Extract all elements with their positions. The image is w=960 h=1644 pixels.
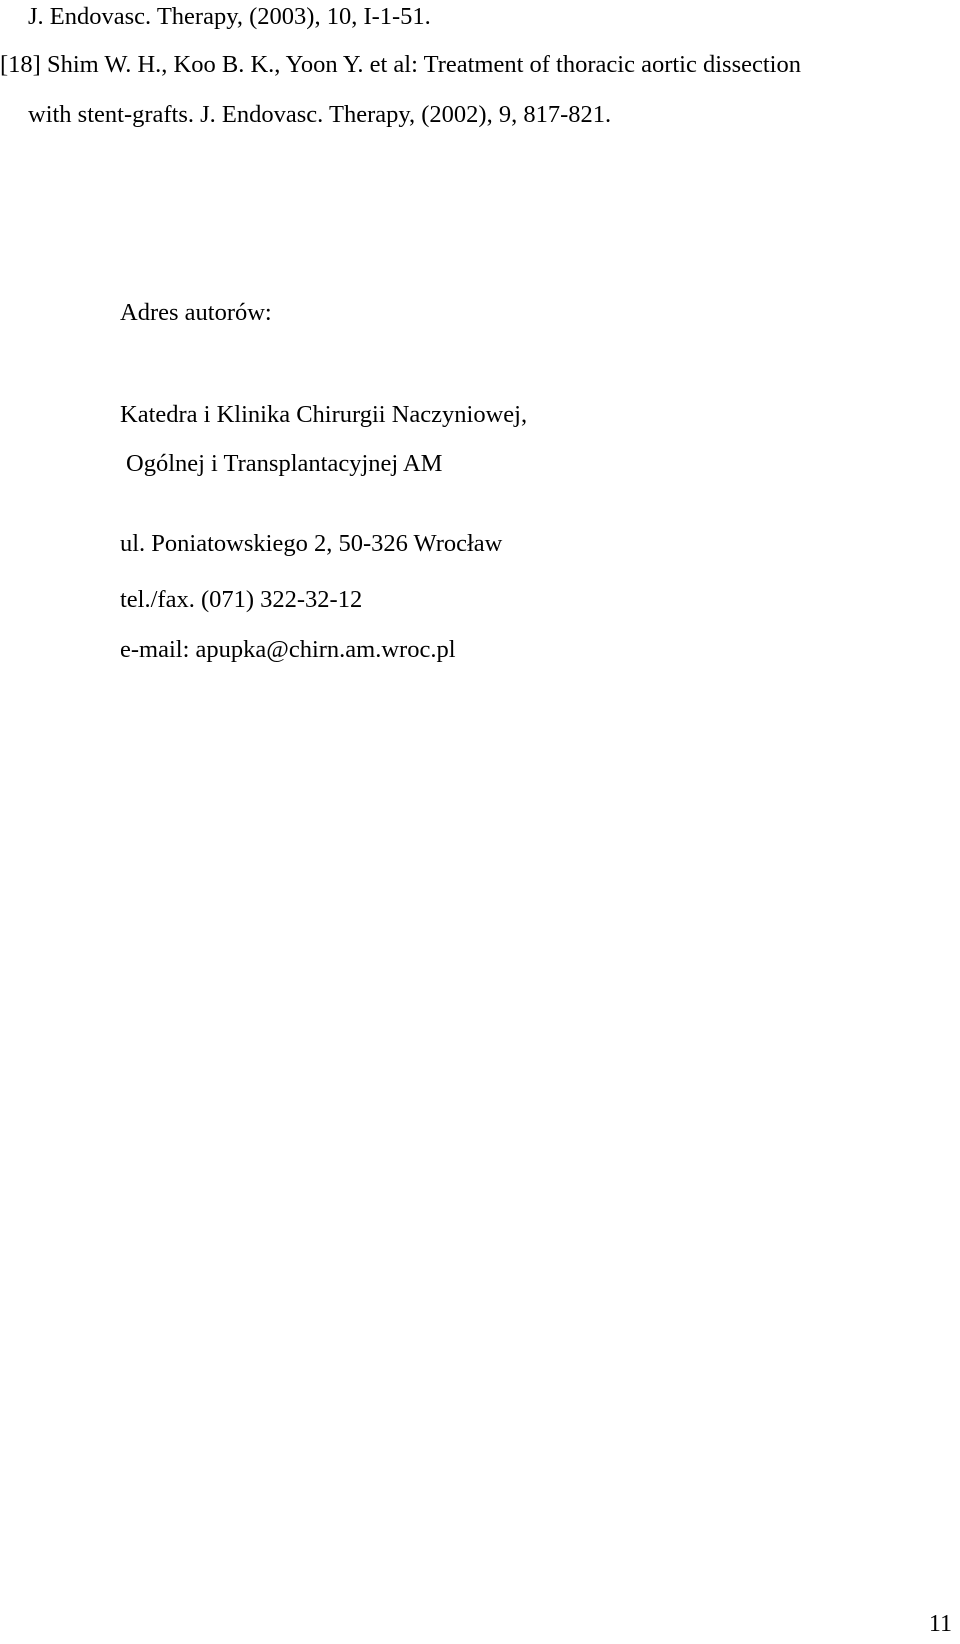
address-phone-fax: tel./fax. (071) 322-32-12 — [120, 586, 363, 613]
address-street: ul. Poniatowskiego 2, 50-326 Wrocław — [120, 530, 503, 557]
address-email: e-mail: apupka@chirn.am.wroc.pl — [120, 636, 456, 663]
address-heading: Adres autorów: — [120, 299, 272, 326]
reference-18-line-2: with stent-grafts. J. Endovasc. Therapy, (2002), 9, 817-821. — [28, 101, 612, 128]
page-number: 11 — [928, 1611, 952, 1637]
reference-continuation: J. Endovasc. Therapy, (2003), 10, I-1-51. — [28, 3, 431, 30]
address-department-line-1: Katedra i Klinika Chirurgii Naczyniowej, — [120, 401, 528, 428]
reference-18-line-1: [18] Shim W. H., Koo B. K., Yoon Y. et al: Treatment of thoracic aortic dissection — [0, 51, 801, 78]
address-department-line-2: Ogólnej i Transplantacyjnej AM — [126, 450, 443, 477]
